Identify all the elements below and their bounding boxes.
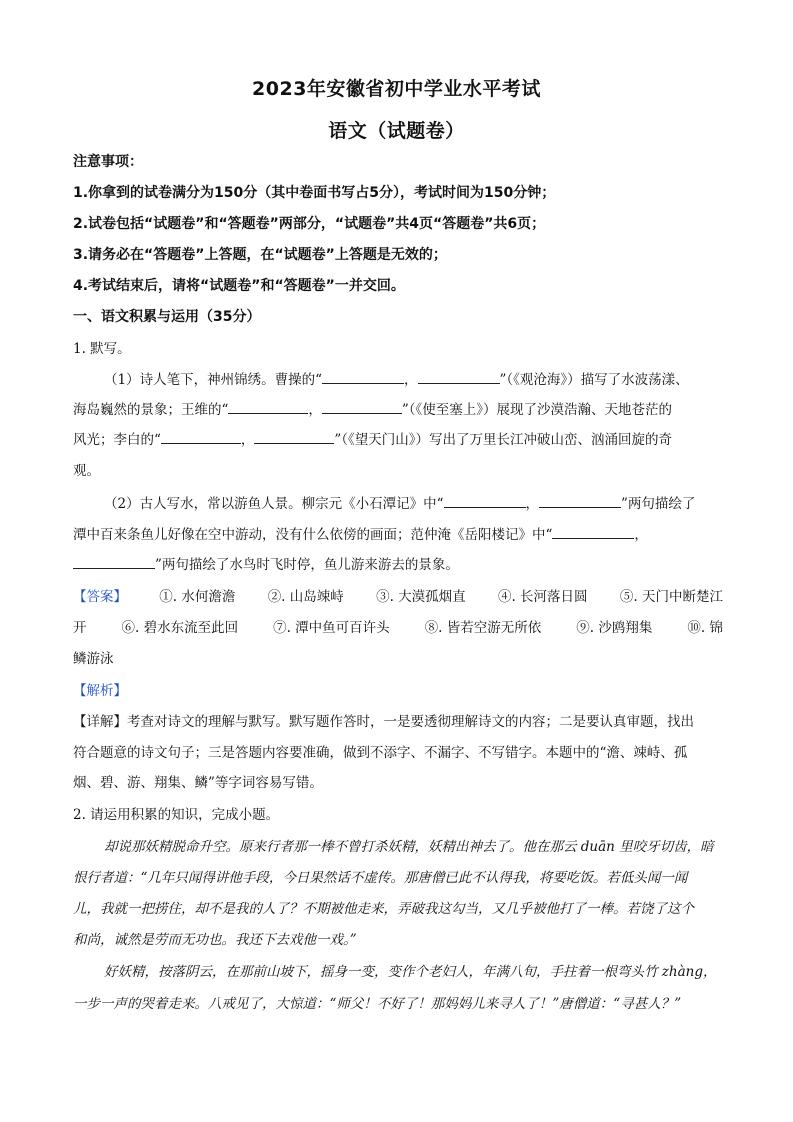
answer-item: ⑥. 碧水东流至此回: [121, 620, 239, 636]
answer-tag: 【答案】: [73, 589, 127, 605]
answer-blank-10[interactable]: [73, 556, 155, 569]
answer-blank-6[interactable]: [254, 431, 334, 444]
answer-item: ②. 山岛竦峙: [267, 589, 344, 605]
answer-blank-3[interactable]: [228, 401, 308, 414]
answer-item: ⑦. 潭中鱼可百许头: [273, 620, 390, 636]
exam-title: 2023年安徽省初中学业水平考试: [252, 78, 541, 100]
q1-p1-line2: 海岛巍然的景象；王维的“ ， ”（《使至塞上》）展现了沙漠浩瀚、天地苍茫的: [73, 402, 673, 418]
answer-item: 开: [73, 620, 87, 636]
answer-item: ④. 长河落日圆: [497, 589, 588, 605]
answer-item: ①. 水何澹澹: [159, 589, 236, 605]
answer-blank-5[interactable]: [161, 431, 241, 444]
q1-p1-line4: 观。: [73, 463, 100, 479]
passage-line-3: 儿，我就一把捞住，却不是我的人了？不期被他走来，弄破我这勾当，又几乎被他打了一棒。若饶了这个: [73, 901, 694, 917]
answer-item: ③. 大漠孤烟直: [376, 589, 466, 605]
q1-p2-line1: （2）古人写水，常以游鱼人景。柳宗元《小石潭记》中“ ， ”两句描绘了: [104, 496, 696, 512]
passage-line-5: 好妖精，按落阴云，在那前山坡下，摇身一变，变作个老妇人，年满八旬，手拄着一根弯头竹 zhàng，: [104, 964, 717, 980]
answer-item: ⑧. 皆若空游无所依: [424, 620, 542, 636]
notice-item-1: 1.你拿到的试卷满分为150分（其中卷面书写占5分），考试时间为150分钟；: [73, 185, 556, 201]
detail-line-3: 烟、碧、游、翔集、鳞”等字词容易写错。: [73, 775, 323, 791]
answers-line-3: 鳞游泳: [73, 651, 114, 667]
answer-blank-2[interactable]: [418, 371, 500, 384]
answer-item: ⑩. 锦: [687, 620, 723, 636]
detail-line-1: 【详解】考查对诗文的理解与默写。默写题作答时，一是要透彻理解诗文的内容；二是要认真审题，找出: [73, 714, 694, 730]
exam-subtitle: 语文（试题卷）: [328, 120, 465, 142]
answers-line-1: [73, 587, 723, 607]
detail-line-2: 符合题意的诗文句子；三是答题内容要准确，做到不添字、不漏字、不写错字。本题中的“澹、竦峙、孤: [73, 745, 688, 761]
notice-item-4: 4.考试结束后，请将“试题卷”和“答题卷”一并交回。: [73, 278, 405, 294]
question-1-label: 1. 默写。: [73, 341, 131, 357]
analysis-tag: 【解析】: [73, 683, 127, 699]
answer-blank-7[interactable]: [444, 495, 526, 508]
answers-line-2: [73, 618, 723, 638]
notice-item-3: 3.请务必在“答题卷”上答题，在“试题卷”上答题是无效的；: [73, 247, 447, 263]
answer-item: ⑤. 天门中断楚江: [619, 589, 723, 605]
answer-blank-8[interactable]: [539, 495, 621, 508]
q1-p2-line3: ”两句描绘了水鸟时飞时停，鱼儿游来游去的景象。: [73, 555, 723, 575]
passage-line-6: 一步一声的哭着走来。八戒见了，大惊道：“师父！不好了！那妈妈儿来寻人了！”唐僧道：“寻甚人？”: [73, 996, 682, 1012]
answer-blank-9[interactable]: [552, 526, 634, 539]
answer-blank-4[interactable]: [322, 401, 402, 414]
q1-p2-line2: 潭中百来条鱼儿好像在空中游动，没有什么依傍的画面；范仲淹《岳阳楼记》中“ ，: [73, 527, 648, 543]
notice-item-2: 2.试卷包括“试题卷”和“答题卷”两部分，“试题卷”共4页“答题卷”共6页；: [73, 216, 546, 232]
passage-line-2: 恨行者道：“几年只闻得讲他手段，今日果然话不虚传。那唐僧已此不认得我，将要吃饭。若低头闻一闻: [73, 870, 688, 886]
q1-p1-line3: 风光；李白的“ ， ”（《望天门山》）写出了万里长江冲破山峦、汹涌回旋的奇: [73, 432, 673, 448]
section-heading: 一、语文积累与运用（35分）: [73, 309, 261, 325]
q1-p1-line1: （1）诗人笔下，神州锦绣。曹操的“ ， ”（《观沧海》）描写了水波荡漾、: [104, 372, 689, 388]
passage-line-4: 和尚，诚然是劳而无功也。我还下去戏他一戏。”: [73, 932, 357, 948]
passage-line-1: 却说那妖精脱命升空。原来行者那一棒不曾打杀妖精，妖精出神去了。他在那云 duān 里咬牙切齿，暗: [104, 839, 714, 855]
answer-blank-1[interactable]: [322, 371, 404, 384]
question-2-label: 2. 请运用积累的知识，完成小题。: [73, 807, 280, 823]
answer-item: ⑨. 沙鸥翔集: [576, 620, 653, 636]
notice-heading: 注意事项：: [73, 154, 143, 170]
